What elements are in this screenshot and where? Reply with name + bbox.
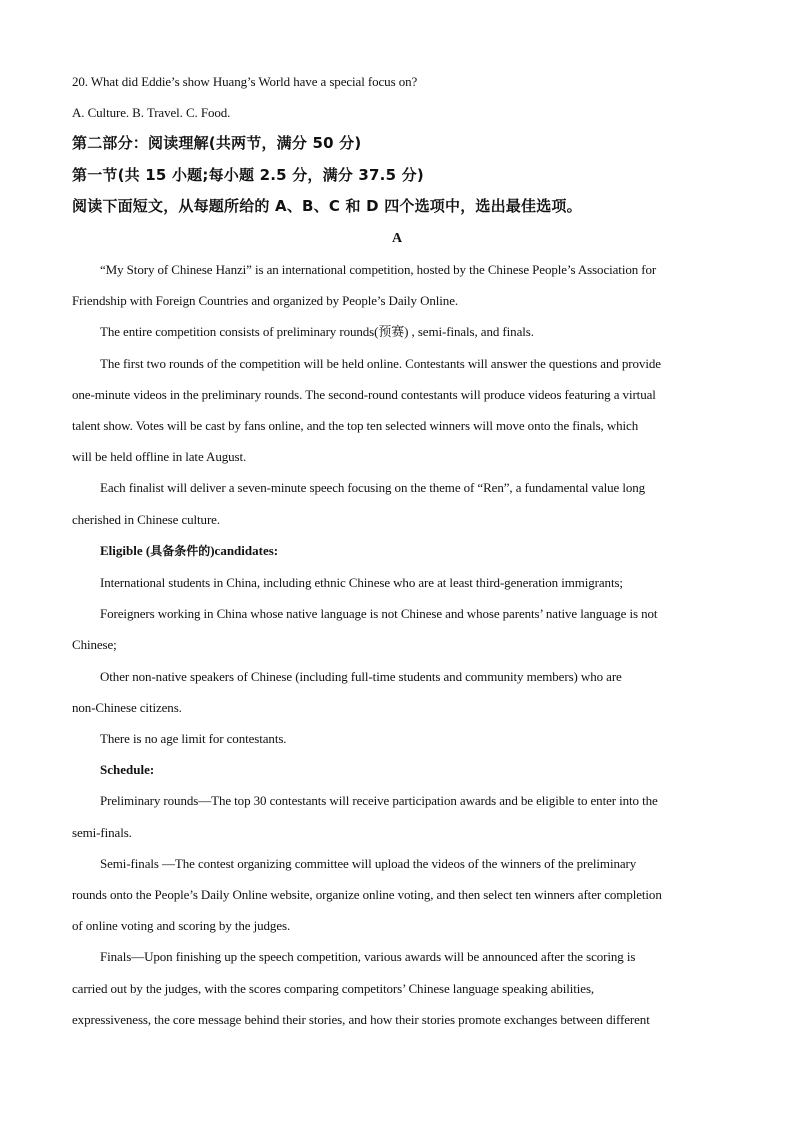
- paragraph-line: semi-finals.: [72, 824, 132, 840]
- paragraph-line: non-Chinese citizens.: [72, 699, 182, 715]
- paragraph-line: Semi-finals —The contest organizing committee will upload the videos of the winners of the preliminary: [100, 855, 637, 871]
- paragraph-line: “My Story of Chinese Hanzi” is an international competition, hosted by the Chinese People’s Association for: [100, 261, 657, 277]
- paragraph-line: The entire competition consists of preliminary rounds(预赛) , semi-finals, and finals.: [100, 324, 534, 340]
- part-heading: 第二部分：阅读理解(共两节，满分 50 分): [72, 134, 362, 153]
- eligible-heading-part: Eligible (: [100, 542, 151, 558]
- paragraph-line: rounds onto the People’s Daily Online website, organize online voting, and then select ten winners after completion: [72, 886, 662, 902]
- eligible-heading-gloss: 具备条件的: [150, 543, 211, 558]
- paragraph-line: Each finalist will deliver a seven-minute speech focusing on the theme of “Ren”, a fundamental value long: [100, 480, 646, 496]
- eligible-heading: [72, 535, 722, 567]
- paragraph-line: Friendship with Foreign Countries and organized by People’s Daily Online.: [72, 293, 459, 309]
- paragraph-line: expressiveness, the core message behind their stories, and how their stories promote exchanges between different: [72, 1011, 650, 1027]
- eligible-heading-part: )candidates:: [210, 542, 279, 558]
- paragraph-line: of online voting and scoring by the judges.: [72, 918, 291, 934]
- paragraph-line: Foreigners working in China whose native language is not Chinese and whose parents’ native language is not: [100, 606, 658, 622]
- paragraph-line: International students in China, including ethnic Chinese who are at least third-generation immigrants;: [100, 574, 623, 590]
- document-page: [72, 66, 722, 1035]
- question-options: A. Culture. B. Travel. C. Food.: [72, 105, 231, 121]
- paragraph-line: carried out by the judges, with the scores comparing competitors’ Chinese language speaking abilities,: [72, 980, 595, 996]
- paragraph-line: talent show. Votes will be cast by fans online, and the top ten selected winners will move onto the finals, which: [72, 417, 639, 433]
- question-prompt: 20. What did Eddie’s show Huang’s World have a special focus on?: [72, 74, 418, 89]
- paragraph-line: cherished in Chinese culture.: [72, 511, 220, 527]
- paragraph-line: Other non-native speakers of Chinese (including full-time students and community members) who are: [100, 668, 622, 684]
- instruction: 阅读下面短文，从每题所给的 A、B、C 和 D 四个选项中，选出最佳选项。: [72, 197, 582, 216]
- paragraph-line: will be held offline in late August.: [72, 449, 247, 465]
- schedule-heading: Schedule:: [100, 762, 155, 778]
- paragraph-line: The first two rounds of the competition will be held online. Contestants will answer the questions and provide: [100, 355, 661, 371]
- paragraph-line: Finals—Upon finishing up the speech competition, various awards will be announced after the scoring is: [100, 949, 636, 965]
- paragraph-line: Preliminary rounds—The top 30 contestants will receive participation awards and be eligible to enter into the: [100, 793, 658, 809]
- paragraph-line: There is no age limit for contestants.: [100, 730, 287, 746]
- paragraph-line: one-minute videos in the preliminary rounds. The second-round contestants will produce videos featuring a virtual: [72, 386, 656, 402]
- paragraph-line: Chinese;: [72, 637, 117, 653]
- section-heading: 第一节(共 15 小题;每小题 2.5 分，满分 37.5 分): [72, 165, 424, 184]
- passage-label: A: [391, 230, 403, 246]
